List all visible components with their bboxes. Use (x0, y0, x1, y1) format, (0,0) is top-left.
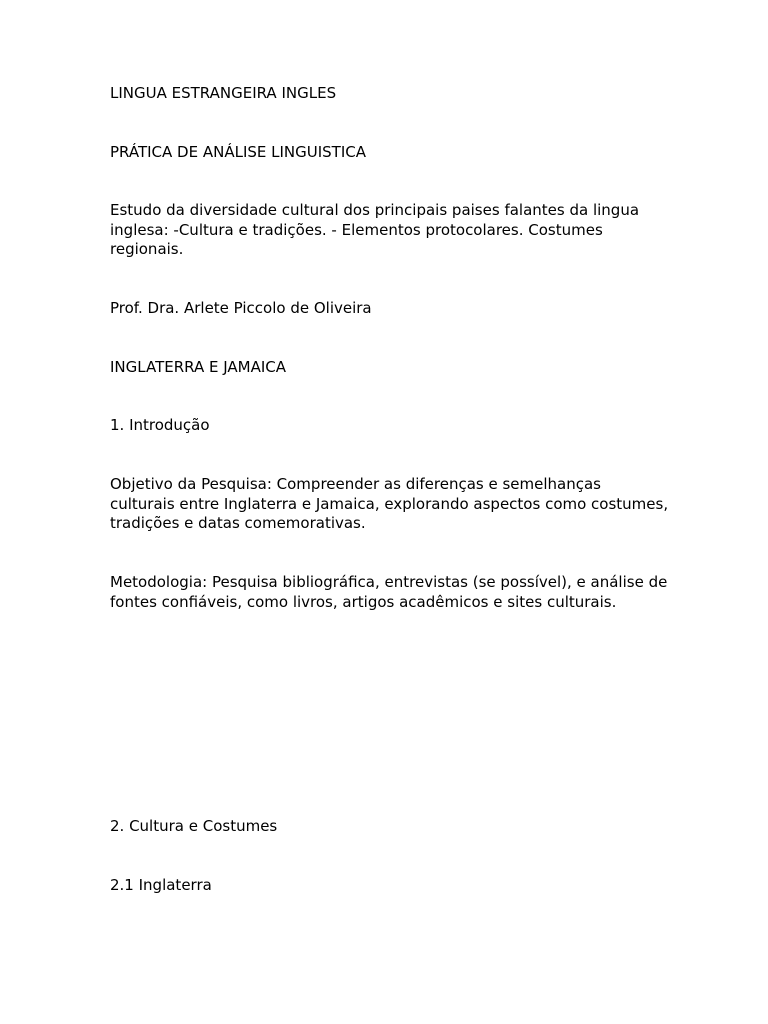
section-2-heading: 2. Cultura e Costumes (110, 817, 278, 835)
practice-heading: PRÁTICA DE ANÁLISE LINGUISTICA (110, 143, 367, 161)
professor-name: Prof. Dra. Arlete Piccolo de Oliveira (110, 299, 372, 317)
methodology-paragraph: Metodologia: Pesquisa bibliográfica, entrevistas (se possível), e análise de fontes confiáveis, como livros, artigos acadêmicos e sites culturais. (110, 573, 668, 611)
objective-paragraph: Objetivo da Pesquisa: Compreender as diferenças e semelhanças culturais entre Inglaterra e Jamaica, explorando aspectos como costumes, tradições e datas comemorativas. (110, 475, 669, 533)
description-paragraph: Estudo da diversidade cultural dos principais paises falantes da lingua inglesa: -Cultura e tradições. - Elementos protocolares. Costumes regionais. (110, 201, 640, 259)
section-2-1-heading: 2.1 Inglaterra (110, 876, 212, 894)
countries-heading: INGLATERRA E JAMAICA (110, 358, 287, 376)
subject-heading: LINGUA ESTRANGEIRA INGLES (110, 84, 337, 102)
section-1-heading: 1. Introdução (110, 416, 210, 434)
